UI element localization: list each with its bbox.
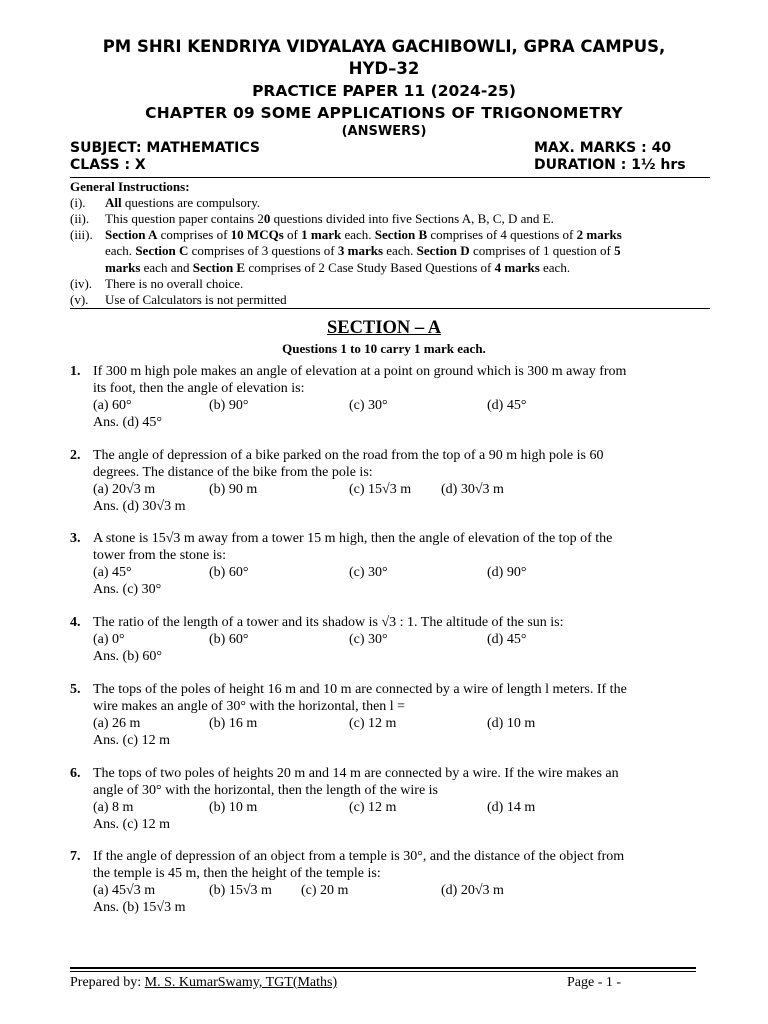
question-number: 7. <box>70 849 81 864</box>
footer-divider-thin <box>70 971 696 972</box>
answer-line: Ans. (b) 60° <box>93 649 162 664</box>
instructions-heading: General Instructions: <box>70 179 190 194</box>
question-number: 4. <box>70 615 81 630</box>
option-b: (b) 16 m <box>209 716 258 731</box>
question-text: If 300 m high pole makes an angle of elevation at a point on ground which is 300 m away from its foot, then the angle of elevation is: <box>93 364 627 396</box>
option-c: (c) 30° <box>349 398 388 413</box>
option-d: (d) 10 m <box>487 716 536 731</box>
question-text: A stone is 15√3 m away from a tower 15 m high, then the angle of elevation of the top of the tower from the stone is: <box>93 531 613 563</box>
option-d: (d) 45° <box>487 632 527 647</box>
option-b: (b) 15√3 m <box>209 883 272 898</box>
option-d: (d) 30√3 m <box>441 482 504 497</box>
option-c: (c) 30° <box>349 565 388 580</box>
option-b: (b) 90° <box>209 398 249 413</box>
footer-prepared-by <box>70 975 337 991</box>
max-marks-label: MAX. MARKS : 40 <box>534 140 672 156</box>
answer-line: Ans. (c) 12 m <box>93 817 170 832</box>
option-b: (b) 10 m <box>209 800 258 815</box>
question-text: If the angle of depression of an object from a temple is 30°, and the distance of the object from the temple is 45 m, then the height of the temple is: <box>93 849 625 881</box>
option-c: (c) 15√3 m <box>349 482 412 497</box>
school-title <box>0 36 768 80</box>
section-subtitle: Questions 1 to 10 carry 1 mark each. <box>282 341 486 356</box>
chapter-title: CHAPTER 09 SOME APPLICATIONS OF TRIGONOMETRY <box>145 104 623 122</box>
question-text: The tops of two poles of heights 20 m and 14 m are connected by a wire. If the wire makes an angle of 30° with the horizontal, then the length of the wire is <box>93 766 619 798</box>
question-number: 5. <box>70 682 81 697</box>
question-text: The tops of the poles of height 16 m and 10 m are connected by a wire of length l meters. If the wire makes an angle of 30° with the horizontal, then l = <box>93 682 627 714</box>
option-b: (b) 60° <box>209 632 249 647</box>
question-text: The ratio of the length of a tower and its shadow is √3 : 1. The altitude of the sun is: <box>93 615 564 630</box>
option-b: (b) 90 m <box>209 482 258 497</box>
subject-label: SUBJECT: MATHEMATICS <box>70 140 260 156</box>
option-d: (d) 14 m <box>487 800 536 815</box>
answers-label: (ANSWERS) <box>341 124 427 139</box>
school-title-line2: HYD–32 <box>348 59 420 78</box>
question-number: 6. <box>70 766 81 781</box>
question-text: The angle of depression of a bike parked on the road from the top of a 90 m high pole is 60 degrees. The distance of the bike from the pole is: <box>93 448 604 480</box>
answer-line: Ans. (c) 30° <box>93 582 162 597</box>
option-a: (a) 60° <box>93 398 132 413</box>
option-b: (b) 60° <box>209 565 249 580</box>
answer-line: Ans. (b) 15√3 m <box>93 900 186 915</box>
option-c: (c) 30° <box>349 632 388 647</box>
page-number: Page - 1 - <box>567 975 622 990</box>
header-divider <box>70 177 710 178</box>
answer-line: Ans. (d) 45° <box>93 415 162 430</box>
option-c: (c) 12 m <box>349 716 397 731</box>
school-title-line1: PM SHRI KENDRIYA VIDYALAYA GACHIBOWLI, GPRA CAMPUS, <box>102 37 666 56</box>
option-a: (a) 0° <box>93 632 125 647</box>
option-d: (d) 20√3 m <box>441 883 504 898</box>
answer-line: Ans. (c) 12 m <box>93 733 170 748</box>
author-name: M. S. KumarSwamy, TGT(Maths) <box>144 975 338 990</box>
answer-line: Ans. (d) 30√3 m <box>93 499 186 514</box>
option-a: (a) 20√3 m <box>93 482 156 497</box>
option-a: (a) 8 m <box>93 800 134 815</box>
section-title: SECTION – A <box>326 318 442 338</box>
class-label: CLASS : X <box>70 157 146 173</box>
question-number: 3. <box>70 531 81 546</box>
footer-divider-thick <box>70 967 696 969</box>
option-a: (a) 45√3 m <box>93 883 156 898</box>
option-d: (d) 45° <box>487 398 527 413</box>
option-a: (a) 26 m <box>93 716 141 731</box>
instructions-divider <box>70 308 710 309</box>
prepared-by-label: Prepared by: <box>70 975 145 990</box>
option-c: (c) 12 m <box>349 800 397 815</box>
duration-label: DURATION : 1½ hrs <box>534 157 686 173</box>
option-a: (a) 45° <box>93 565 132 580</box>
paper-title: PRACTICE PAPER 11 (2024-25) <box>252 82 516 100</box>
question-number: 1. <box>70 364 81 379</box>
option-c: (c) 20 m <box>301 883 349 898</box>
option-d: (d) 90° <box>487 565 527 580</box>
question-number: 2. <box>70 448 81 463</box>
